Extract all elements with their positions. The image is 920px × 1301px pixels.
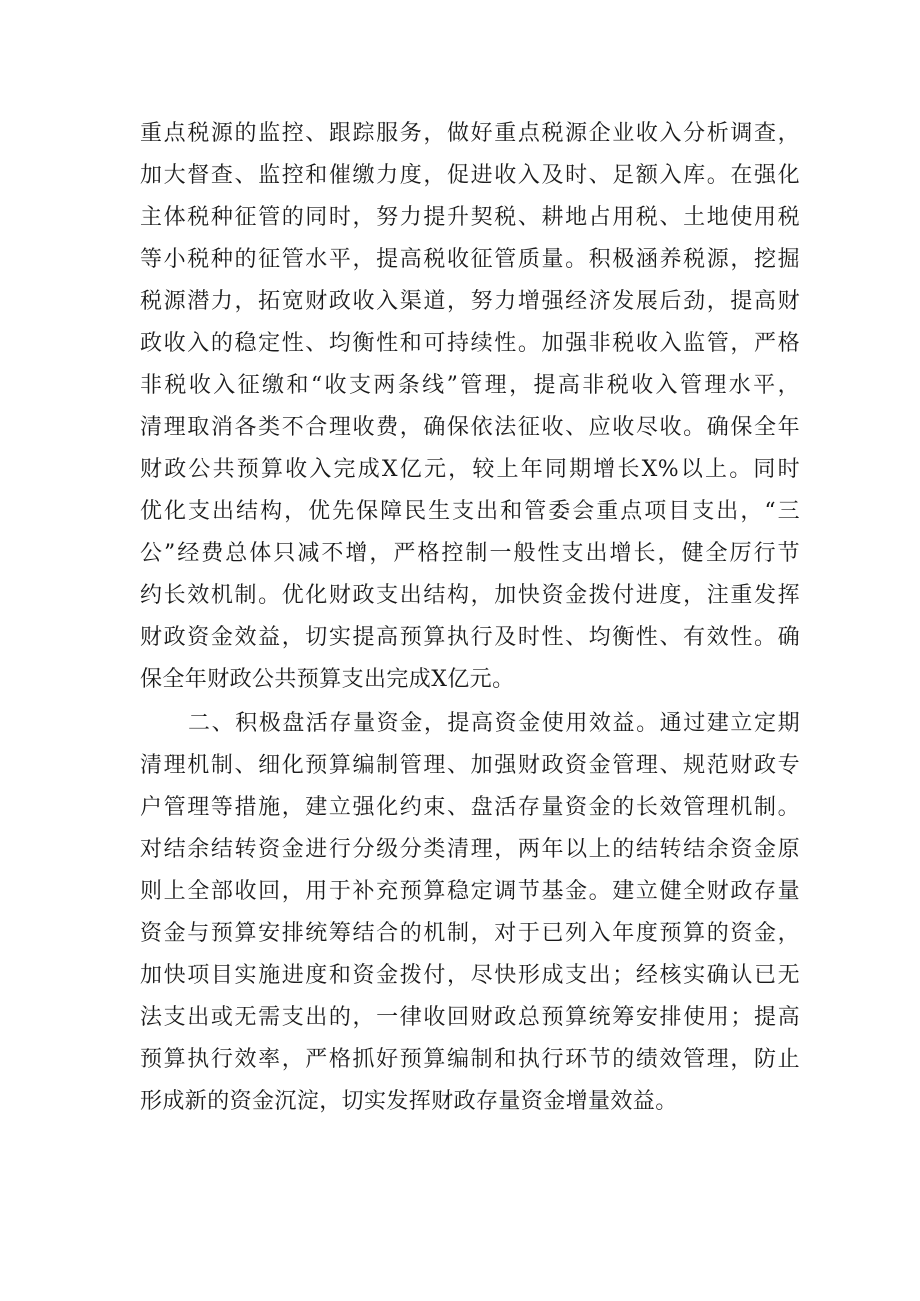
text-line: 法支出或无需支出的，一律收回财政总预算统筹安排使用；提高 [140, 1005, 800, 1030]
text-line: 预算执行效率，严格抓好预算编制和执行环节的绩效管理，防止 [140, 1047, 800, 1072]
document-body [140, 113, 800, 1123]
text-line: 形成新的资金沉淀，切实发挥财政存量资金增量效益。 [140, 1089, 678, 1114]
text-line: 二、积极盘活存量资金，提高资金使用效益。通过建立定期 [188, 711, 800, 736]
text-line: 等小税种的征管水平，提高税收征管质量。积极涵养税源，挖掘 [140, 247, 800, 272]
paragraph-idle-funds [140, 703, 800, 1123]
text-line: 财政资金效益，切实提高预算执行及时性、均衡性、有效性。确 [140, 625, 800, 650]
text-line: 保全年财政公共预算支出完成X亿元。 [140, 667, 515, 692]
text-line: 则上全部收回，用于补充预算稳定调节基金。建立健全财政存量 [140, 879, 800, 904]
text-line: 约长效机制。优化财政支出结构，加快资金拨付进度，注重发挥 [140, 583, 800, 608]
text-line: 加大督查、监控和催缴力度，促进收入及时、足额入库。在强化 [140, 163, 800, 188]
text-line: 户管理等措施，建立强化约束、盘活存量资金的长效管理机制。 [140, 795, 800, 820]
text-line: 优化支出结构，优先保障民生支出和管委会重点项目支出，“三 [140, 499, 800, 524]
text-line: 非税收入征缴和“收支两条线”管理，提高非税收入管理水平， [140, 373, 800, 398]
text-line: 税源潜力，拓宽财政收入渠道，努力增强经济发展后劲，提高财 [140, 289, 800, 314]
text-line: 资金与预算安排统筹结合的机制，对于已列入年度预算的资金， [140, 921, 800, 946]
text-line: 公”经费总体只减不增，严格控制一般性支出增长，健全厉行节 [140, 541, 800, 566]
text-line: 主体税种征管的同时，努力提升契税、耕地占用税、土地使用税 [140, 205, 800, 230]
text-line: 财政公共预算收入完成X亿元，较上年同期增长X%以上。同时 [140, 457, 800, 482]
text-line: 清理机制、细化预算编制管理、加强财政资金管理、规范财政专 [140, 753, 800, 778]
text-line: 政收入的稳定性、均衡性和可持续性。加强非税收入监管，严格 [140, 331, 800, 356]
text-line: 对结余结转资金进行分级分类清理，两年以上的结转结余资金原 [140, 837, 800, 862]
paragraph-revenue-collection [140, 113, 800, 701]
text-line: 加快项目实施进度和资金拨付，尽快形成支出；经核实确认已无 [140, 963, 800, 988]
text-line: 重点税源的监控、跟踪服务，做好重点税源企业收入分析调查， [140, 121, 800, 146]
text-line: 清理取消各类不合理收费，确保依法征收、应收尽收。确保全年 [140, 415, 800, 440]
